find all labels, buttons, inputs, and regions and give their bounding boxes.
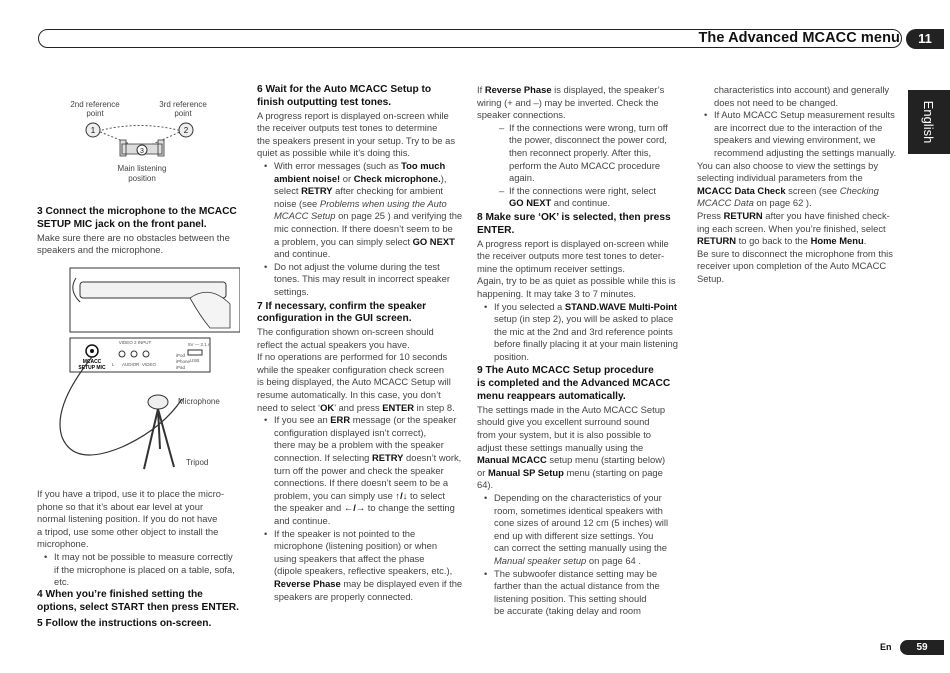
column-1-bottom <box>37 488 247 631</box>
text-line: while the speaker configuration check screen <box>257 363 445 375</box>
text-line: A progress report is displayed on-screen while <box>477 237 669 249</box>
text-line: a problem, you can simply select GO NEXT <box>274 235 455 247</box>
text-line: MCACC Setup on page 25 ) and verifying the <box>274 210 463 222</box>
label-2nd-ref-line1: 2nd reference <box>70 100 120 109</box>
text-line: The configuration shown on-screen should <box>257 326 434 338</box>
bullet-item: • With error messages (such as Too much <box>257 160 467 173</box>
r-label: R <box>136 362 140 367</box>
text-line: end up with different size settings. You <box>494 529 654 541</box>
language-label: English <box>921 100 936 144</box>
text-line: The settings made in the Auto MCACC Setup <box>477 403 666 415</box>
text-line: the receiver outputs more test tones to deter- <box>477 250 665 262</box>
text-line: before finally placing it at your main listening <box>494 338 678 350</box>
text-line: perform the Auto MCACC procedure <box>509 159 661 171</box>
step-9-heading-cont: is completed and the Advanced MCACC <box>477 378 671 390</box>
label-2nd-ref-line2: point <box>86 109 104 118</box>
video2-label: VIDEO 2 INPUT <box>118 340 152 345</box>
text-line: room, sometimes identical speakers with <box>494 504 663 516</box>
text-line: a tripod, use some other object to install the <box>37 525 219 537</box>
usb-label: USB <box>190 358 200 363</box>
audio-label: AUDIO <box>122 362 137 367</box>
setup-mic-label: SETUP MIC <box>78 365 106 371</box>
text-line: problem, you can simply use ↑/↓ to select <box>274 489 445 501</box>
text-line: Be sure to disconnect the microphone from this <box>697 247 893 259</box>
text-line: speakers and viewing environment, we <box>714 134 876 146</box>
text-line: selecting individual parameters from the <box>697 172 863 184</box>
column-3 <box>477 84 692 618</box>
jack-r <box>131 351 137 357</box>
label-3rd-ref-line2: point <box>174 109 192 118</box>
text-line: microphone (listening position) or when <box>274 540 438 552</box>
text-line: speakers are properly connected. <box>274 590 414 602</box>
text-line: then reconnect properly. After this, <box>509 146 652 158</box>
text-line: mic connection. If there doesn’t seem to be <box>274 222 453 234</box>
text-line: A progress report is displayed on-screen while <box>257 109 449 121</box>
ipad-label: iPad <box>176 365 186 370</box>
text-line: phone so that it’s about ear level at your <box>37 500 204 512</box>
bullet-item: • The subwoofer distance setting may be <box>477 568 692 581</box>
text-line: GO NEXT and continue. <box>509 197 611 209</box>
text-line: MCACC Data Check screen (see Checking <box>697 184 879 196</box>
text-line: reflect the actual speakers you have. <box>257 338 410 350</box>
text-line: etc. <box>54 576 70 588</box>
text-line: noise (see Problems when using the Auto <box>274 197 447 209</box>
l-label: L <box>112 362 115 367</box>
text-line: speakers and the microphone. <box>37 244 164 256</box>
text-line: Manual MCACC setup menu (starting below) <box>477 454 666 466</box>
text-line: should give you excellent surround sound <box>477 416 650 428</box>
label-main-line2: position <box>128 174 156 183</box>
text-line: be accurate (taking delay and room <box>494 605 641 617</box>
column-4 <box>697 84 907 286</box>
text-line: select RETRY after checking for ambient <box>274 185 444 197</box>
point-3-label: 3 <box>140 148 144 155</box>
text-line: again. <box>509 172 535 184</box>
up-down-arrows-icon: ↑/↓ <box>395 489 408 501</box>
text-line: quiet as possible while it’s doing this. <box>257 147 411 159</box>
text-line: is being displayed, the Auto MCACC Setup will <box>257 376 451 388</box>
text-line: using speakers that affect the phase <box>274 552 425 564</box>
reference-points-diagram <box>60 94 230 186</box>
text-line: need to select ‘OK’ and press ENTER in step 8. <box>257 401 455 413</box>
text-line: speaker connections. <box>477 109 566 121</box>
text-line: Reverse Phase may be displayed even if the <box>274 577 463 589</box>
step-3-heading: 3 Connect the microphone to the MCACC SETUP MIC jack on the front panel. <box>37 206 237 230</box>
text-line: MCACC Data on page 62 ). <box>697 197 812 209</box>
text-line: microphone. <box>37 538 89 550</box>
text-line: If Reverse Phase is displayed, the speaker’s <box>477 84 665 95</box>
text-line: ing each screen. When you’re finished, select <box>697 222 886 234</box>
text-line: the receiver outputs test tones to determine <box>257 122 438 134</box>
microphone-head <box>148 395 168 409</box>
step-6-heading: 6 Wait for the Auto MCACC Setup to <box>257 84 432 95</box>
text-line: setup (in step 2), you will be asked to place <box>494 313 674 325</box>
step-7-heading-cont: configuration in the GUI screen. <box>257 313 412 325</box>
column-1-top <box>37 206 247 257</box>
label-main-line1: Main listening <box>117 164 167 173</box>
text-line: connection. If selecting RETRY doesn’t work, <box>274 452 462 464</box>
text-line: (dipole speakers, reflective speakers, etc.), <box>274 565 453 577</box>
footer-language: En <box>880 642 892 652</box>
text-line: can correct the setting manually using the <box>494 542 668 554</box>
bullet-item: • If you selected a STAND.WAVE Multi-Point <box>477 301 692 314</box>
tripod-label: Tripod <box>186 458 209 467</box>
column-2 <box>257 84 467 603</box>
text-line: Manual speaker setup on page 64 . <box>494 554 641 566</box>
step-9-heading-cont: menu reappears automatically. <box>477 391 626 403</box>
step-7-heading: 7 If necessary, confirm the speaker <box>257 300 427 312</box>
text-line: receiver upon completion of the Auto MCACC <box>697 260 887 272</box>
text-line: cone sizes of around 12 cm (5 inches) will <box>494 517 669 529</box>
usb-port <box>188 350 202 355</box>
language-tab <box>908 90 950 154</box>
bullet-item: • If the speaker is not pointed to the <box>257 528 467 541</box>
text-line: the speaker and ←/→ to change the setting <box>274 502 455 514</box>
text-line: the power, disconnect the power cord, <box>509 134 667 146</box>
text-line: the mic at the 2nd and 3rd reference points <box>494 325 673 337</box>
text-line: RETURN to go back to the Home Menu. <box>697 235 867 247</box>
ipod-label: iPod <box>176 353 186 358</box>
point-2-label: 2 <box>183 126 189 135</box>
text-line: wiring (+ and –) may be inverted. Check the <box>477 96 659 108</box>
text-line: configuration displayed isn’t correct), <box>274 426 427 438</box>
five-v-label: 5V — 2.1 A <box>188 342 211 347</box>
text-line: If no operations are performed for 10 seconds <box>257 351 448 363</box>
text-line: If you have a tripod, use it to place the micro- <box>37 488 225 499</box>
front-panel-diagram <box>40 262 240 484</box>
microphone-label: Microphone <box>178 397 220 406</box>
bullet-item: • It may not be possible to measure correctly <box>37 551 247 564</box>
text-line: there may be a problem with the speaker <box>274 439 444 451</box>
bullet-item: • Do not adjust the volume during the test <box>257 261 467 274</box>
text-line: settings. <box>274 285 309 297</box>
text-line: turn off the power and check the speaker <box>274 464 444 476</box>
page-number: 59 <box>900 640 944 655</box>
tripod-icon <box>144 409 174 469</box>
dash-item: – If the connections were right, select <box>477 185 692 198</box>
text-line: farther than the actual distance from the <box>494 580 660 592</box>
text-line: from your system, but it is also possible to <box>477 429 652 441</box>
bullet-item: • If you see an ERR message (or the speaker <box>257 414 467 427</box>
step-8-heading-cont: ENTER. <box>477 224 515 236</box>
dash-item: – If the connections were wrong, turn off <box>477 122 692 135</box>
text-line: Press RETURN after you have finished check- <box>697 209 890 221</box>
text-line: Again, try to be as quiet as possible while this is <box>477 275 676 287</box>
label-3rd-ref-line1: 3rd reference <box>159 100 207 109</box>
iphone-label: iPhone <box>176 359 191 364</box>
text-line: and continue. <box>274 248 331 260</box>
text-line: Setup. <box>697 272 725 284</box>
text-line: tones. This may result in incorrect speaker <box>274 273 450 285</box>
step-9-heading: 9 The Auto MCACC Setup procedure <box>477 365 654 377</box>
text-line: characteristics into account) and generally <box>714 84 890 95</box>
text-line: and continue. <box>274 515 331 526</box>
bullet-item: • Depending on the characteristics of your <box>477 492 692 505</box>
text-line: normal listening position. If you do not have <box>37 513 218 525</box>
mcacc-label: MCACC <box>82 359 102 365</box>
text-line: the speakers present in your setup. Try to be as <box>257 134 456 146</box>
step-4-heading: 4 When you’re finished setting the <box>37 588 203 600</box>
text-line: Make sure there are no obstacles between the <box>37 231 230 243</box>
page-title: The Advanced MCACC menu <box>698 30 900 46</box>
text-line: You can also choose to view the settings by <box>697 159 879 171</box>
jack-video <box>143 351 149 357</box>
text-line: if the microphone is placed on a table, sofa, <box>54 563 235 575</box>
point-1-label: 1 <box>90 126 96 135</box>
text-line: mine the optimum receiver settings. <box>477 262 625 274</box>
text-line: 64). <box>477 479 494 491</box>
text-line: adjust these settings manually using the <box>477 441 644 453</box>
step-5-heading: 5 Follow the instructions on-screen. <box>37 618 212 630</box>
mic-jack-hole <box>90 349 94 353</box>
text-line: ambient noise! or Check microphone.), <box>274 172 447 184</box>
text-line: or Manual SP Setup menu (starting on page <box>477 466 663 478</box>
chapter-number: 11 <box>906 29 944 49</box>
text-line: recommend adjusting the settings manually. <box>714 146 897 158</box>
text-line: position. <box>494 350 529 362</box>
step-6-heading-cont: finish outputting test tones. <box>257 96 392 108</box>
step-8-heading: 8 Make sure ‘OK’ is selected, then press <box>477 211 671 223</box>
bullet-item: • If Auto MCACC Setup measurement results <box>697 109 907 122</box>
text-line: resume automatically. In this case, you don’t <box>257 389 441 401</box>
step-4-heading-cont: options, select START then press ENTER. <box>37 601 239 613</box>
text-line: listening position. This setting should <box>494 592 647 604</box>
text-line: connections. If there doesn’t seem to be a <box>274 477 449 489</box>
jack-l <box>119 351 125 357</box>
text-line: are incorrect due to the interaction of the <box>714 121 883 133</box>
video-label: VIDEO <box>142 362 157 367</box>
text-line: does not need to be changed. <box>714 96 839 108</box>
left-right-arrows-icon: ←/→ <box>343 502 366 514</box>
text-line: happening. It may take 3 to 7 minutes. <box>477 287 636 299</box>
